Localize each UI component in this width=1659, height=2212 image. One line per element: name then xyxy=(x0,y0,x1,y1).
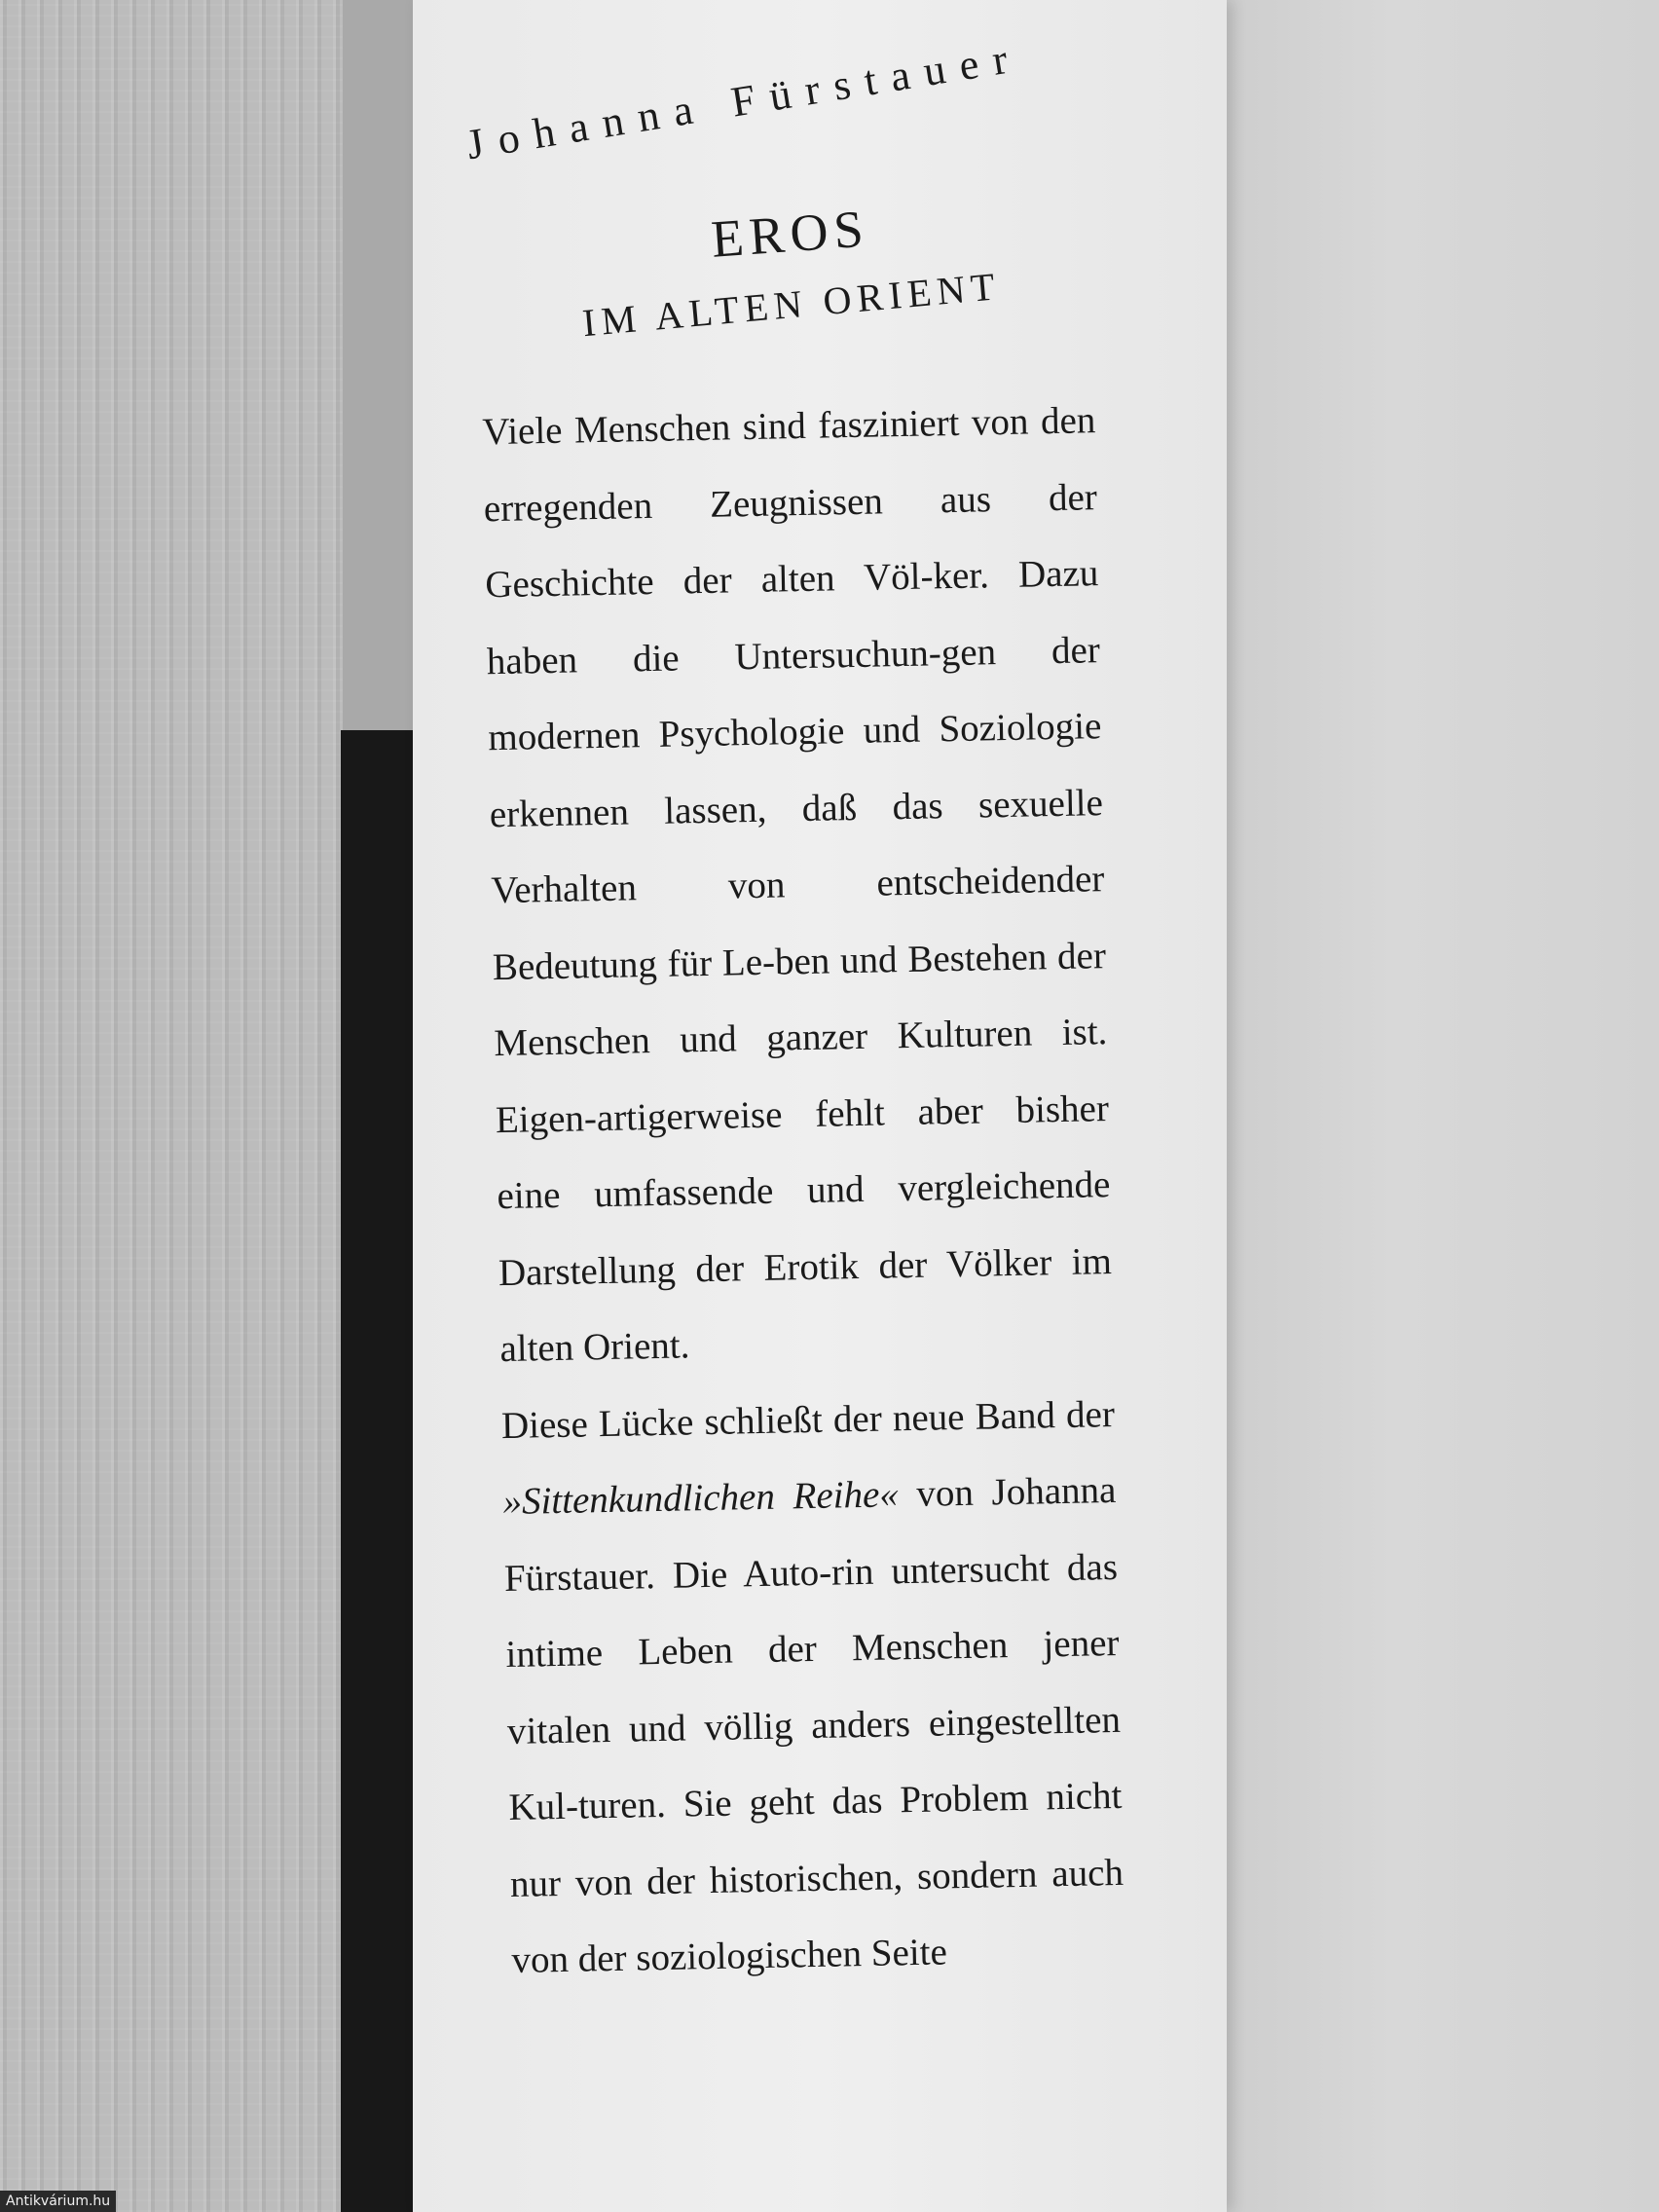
book-title: EROS xyxy=(709,199,871,269)
blurb-paragraph-1: Viele Menschen sind fasziniert von den erregenden Zeugnissen aus der Geschichte der alten Völ-ker. Dazu haben die Untersuchun-gen der modernen Psychologie und Soziologie erkennen lassen, daß das sexuelle Verhalten von entscheidender Bedeutung für Le-ben und Bestehen der Menschen und ganzer Kulturen ist. Eigen-artigerweise fehlt aber bisher eine umfassende und vergleichende Darstellung der Erotik der Völker im alten Orient. xyxy=(481,399,1113,1371)
blurb-p2-start: Diese Lücke schließt der neue Band der xyxy=(500,1392,1116,1447)
background-surface xyxy=(1219,0,1659,2212)
author-name: Johanna Fürstauer xyxy=(462,32,1025,169)
dust-jacket-flap xyxy=(413,0,1227,2212)
flap-text-block xyxy=(435,0,1236,2212)
watermark: Antikvárium.hu xyxy=(0,2191,116,2212)
series-name: »Sittenkundlichen Reihe« xyxy=(502,1473,900,1524)
blurb-paragraph-2 xyxy=(500,1376,1125,1999)
book-spine-dark xyxy=(341,730,413,2212)
book-spine-light xyxy=(343,0,413,740)
book-subtitle: IM ALTEN ORIENT xyxy=(580,264,1003,346)
blurb-p2-rest: von Johanna Fürstauer. Die Auto-rin untersucht das intime Leben der Menschen jener vitalen und völlig anders eingestellten Kul-turen. Sie geht das Problem nicht nur von der historischen, sondern auch von der soziologischen Seite xyxy=(503,1468,1124,1981)
textured-wall xyxy=(0,0,343,2212)
blurb-text xyxy=(482,383,1126,1999)
